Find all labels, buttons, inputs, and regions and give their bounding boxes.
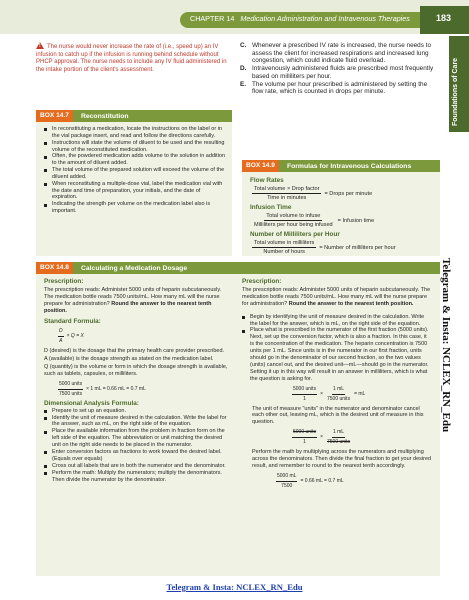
fraction	[252, 213, 335, 228]
numerator: 1 mL	[332, 386, 345, 395]
box-header	[36, 110, 232, 122]
prescription-heading: Prescription:	[242, 278, 282, 285]
formula-result: = Drops per minute	[324, 190, 373, 197]
list-item: Cross out all labels that are in both the numerator and the denominator.	[44, 463, 232, 470]
denominator: 1	[303, 439, 306, 446]
times-sign: ×	[320, 390, 323, 397]
warning-text: The nurse would never increase the rate of (i.e., speed up) an IV infusion to catch up if the infusion is running behind schedule without PHCP approval. The nurse needs to include any IV fluid administered in the intake portion of the client's assessment.	[36, 44, 227, 73]
list-item	[240, 42, 440, 65]
list-item: Place what is prescribed in the numerator of the first fraction (5000 units). Next, set up the conversion factor, which is also a fraction. In this case, it is the concentration of the medication. The heparin concentration is 7500 units per 1 mL. Since units is in the numerator in our first fraction, units should go in the denominator of our second fraction, so the two values (units) cancel out, and the desired unit—mL—should go in the numerator. Setting it up in this way will result in an answer in milliliters, which is what the question is asking for.	[242, 327, 432, 382]
list-item	[240, 65, 440, 80]
standard-formula-heading: Standard Formula:	[44, 317, 101, 325]
prescription-heading: Prescription:	[44, 278, 84, 285]
denominator: A	[59, 338, 63, 345]
item-letter: D.	[240, 65, 247, 73]
item-text: The volume per hour prescribed is administered by setting the flow rate, which is counted in drops per minute.	[252, 80, 428, 96]
denominator: Milliliters per hour being infused	[254, 222, 333, 228]
box-number: BOX 14.9	[242, 160, 279, 172]
fraction	[326, 429, 351, 446]
numerator: 5000 units	[58, 381, 83, 390]
prescription-paragraph	[44, 287, 232, 315]
formula-heading: Number of Milliliters per Hour	[250, 231, 340, 238]
prescription-instruction: Round the answer to the nearest tenth position.	[44, 300, 212, 314]
numerator: Total volume to infuse	[266, 213, 321, 219]
box-number: BOX 14.7	[36, 110, 73, 122]
calculation-result: × 1 mL = 0.66 mL = 0.7 mL	[86, 385, 146, 392]
formula-result: = Infusion time	[337, 217, 375, 224]
chapter-name: Medication Administration and Intravenous Therapies	[240, 14, 410, 23]
fraction	[326, 386, 351, 403]
denominator: Time in minutes	[267, 195, 307, 201]
dimensional-analysis-steps	[44, 408, 232, 484]
list-item: Often, the powdered medication adds volume to the solution in addition to the amount of diluent added.	[44, 153, 226, 167]
dimensional-equation-cancel	[292, 429, 432, 446]
box-iv-formulas	[242, 160, 440, 256]
definition-quantity: Q (quantity) is the volume or form in which the dosage strength is available, such as tablets, capsules, or milliliters.	[44, 364, 228, 377]
final-calculation	[276, 473, 432, 490]
formula-heading: Infusion Time	[250, 204, 292, 211]
list-item: Place the available information from the problem in fraction form on the left side of the equation. The abbreviation or unit matching the desired unit on the right side needs to be placed in the numerator.	[44, 428, 232, 449]
box-title: Calculating a Medication Dosage	[80, 264, 188, 272]
chapter-label: CHAPTER 14	[190, 14, 235, 23]
section-side-tab	[449, 36, 469, 132]
list-item: In reconstituting a medication, locate the instructions on the label or in the vial package insert, and read and follow the directions carefully.	[44, 126, 226, 140]
list-item	[240, 81, 440, 96]
page-number: 183	[436, 13, 452, 23]
fraction	[292, 429, 317, 446]
list-item: Indicating the strength per volume on the medication label also is important.	[44, 201, 226, 215]
ml-per-hour-formula	[252, 240, 432, 255]
definition-available: A (available) is the dosage strength as stated on the medication label.	[44, 356, 214, 363]
denominator: 7500	[281, 482, 293, 489]
definition-desired: D (desired) is the dosage that the primary health care provider prescribed.	[44, 348, 225, 355]
numerator: 5000 units	[292, 429, 317, 438]
fraction	[58, 381, 83, 398]
bottom-watermark-link[interactable]: Telegram & Insta: NCLEX_RN_Edu	[166, 582, 303, 592]
flow-rate-formula	[252, 186, 432, 201]
item-text: Intravenously administered fluids are prescribed most frequently based on milliliters per hour.	[252, 65, 434, 80]
standard-formula	[58, 328, 232, 345]
list-item: Identify the unit of measure desired in the calculation. Write the label for the answer, such as mL, on the right side of the equation.	[44, 415, 232, 429]
fraction	[58, 328, 64, 345]
list-item: Enter conversion factors as fractions to work toward the desired label. (Equals over equals)	[44, 449, 232, 463]
numerator: 5000 units	[292, 386, 317, 395]
standard-method-column	[44, 279, 232, 484]
formula-list	[242, 172, 440, 255]
fluid-rate-list	[240, 42, 440, 96]
box-header	[36, 262, 440, 274]
numerator: Total volume in milliliters	[254, 240, 315, 246]
box-title: Reconstitution	[80, 112, 129, 120]
numerator: 1 mL	[332, 429, 345, 438]
section-side-tab-label: Foundations of Care	[452, 57, 459, 126]
item-letter: E.	[240, 80, 247, 88]
formula-heading: Flow Rates	[250, 177, 284, 184]
warning-icon	[36, 42, 44, 49]
side-watermark: Telegram & Insta: NCLEX_RN_Edu	[440, 258, 452, 433]
box-header	[242, 160, 440, 172]
box-reconstitution	[36, 110, 232, 256]
standard-calculation	[58, 381, 232, 398]
denominator: 7500 units	[327, 395, 351, 402]
numerator: D	[58, 328, 64, 337]
infusion-time-formula	[252, 213, 432, 228]
reconstitution-list	[36, 122, 232, 215]
equation-result: = mL	[354, 390, 366, 397]
fraction	[292, 386, 317, 403]
numerator: Total volume × Drop factor	[254, 186, 320, 192]
denominator: 7500 units	[327, 439, 351, 446]
prescription-instruction: Round the answer to the nearest tenth position.	[288, 300, 414, 307]
numerator: 5000 mL	[276, 473, 297, 482]
formula-rest: × Q = X	[66, 333, 84, 340]
fraction	[276, 473, 297, 490]
list-item: Prepare to set up an equation.	[44, 408, 232, 415]
unit-cancel-paragraph: The unit of measure "units" in the numerator and denominator cancel each other out, leaving mL, which is the desired unit of measure in this question.	[252, 405, 424, 426]
fraction	[252, 186, 321, 201]
fraction	[252, 240, 316, 255]
box-dosage-calculation	[36, 262, 440, 576]
formula-result: = Number of milliliters per hour	[319, 244, 396, 251]
denominator: 1	[303, 395, 306, 402]
denominator: Number of hours	[263, 249, 305, 255]
item-text: Whenever a prescribed IV rate is increased, the nurse needs to assess the client for increased respirations and increased lung congestion, which could indicate fluid overload.	[252, 42, 432, 65]
dimensional-equation-setup	[292, 386, 432, 403]
dimensional-steps	[242, 314, 432, 383]
item-letter: C.	[240, 42, 247, 49]
list-item: When reconstituting a multiple-dose vial, label the medication vial with the date and time of preparation, your initials, and the date of expiration.	[44, 181, 226, 202]
chapter-title	[190, 14, 410, 23]
times-sign: ×	[320, 434, 323, 441]
box-number: BOX 14.8	[36, 262, 73, 274]
dimensional-analysis-heading: Dimensional Analysis Formula:	[44, 399, 139, 407]
list-item: Instructions will state the volume of diluent to be used and the resulting volume of the reconstituted medication.	[44, 140, 226, 154]
box-title: Formulas for Intravenous Calculations	[286, 162, 412, 170]
list-item: The total volume of the prepared solution will exceed the volume of the diluent added.	[44, 167, 226, 181]
calculation-result: = 0.66 mL = 0.7 mL	[300, 477, 344, 484]
perform-math-paragraph: Perform the math by multiplying across the numerators and multiplying across the denominators. Then divide the final fraction to get your desired result, and remember to round to the nearest tenth accordingly.	[252, 449, 432, 469]
prescription-paragraph	[242, 287, 432, 308]
prescription-text: The prescription reads: Administer 5000 units of heparin subcutaneously. The medication bottle reads 7500 units/mL. How many mL will the nurse prepare for administration?	[44, 286, 222, 307]
list-item: Perform the math: Multiply the numerators; multiply the denominators. Then divide the numerator by the denominator.	[44, 470, 232, 484]
list-item: Begin by identifying the unit of measure desired in the calculation. Write the label for the answer, which is mL, on the right side of the equation.	[242, 314, 432, 328]
prescription-text: The prescription reads: Administer 5000 units of heparin subcutaneously. The medication bottle reads 7500 units/mL. How many mL will the nurse prepare for administration?	[242, 286, 431, 307]
dimensional-method-column	[242, 279, 432, 493]
denominator: 7500 units	[59, 390, 83, 397]
warning-note	[36, 42, 230, 74]
